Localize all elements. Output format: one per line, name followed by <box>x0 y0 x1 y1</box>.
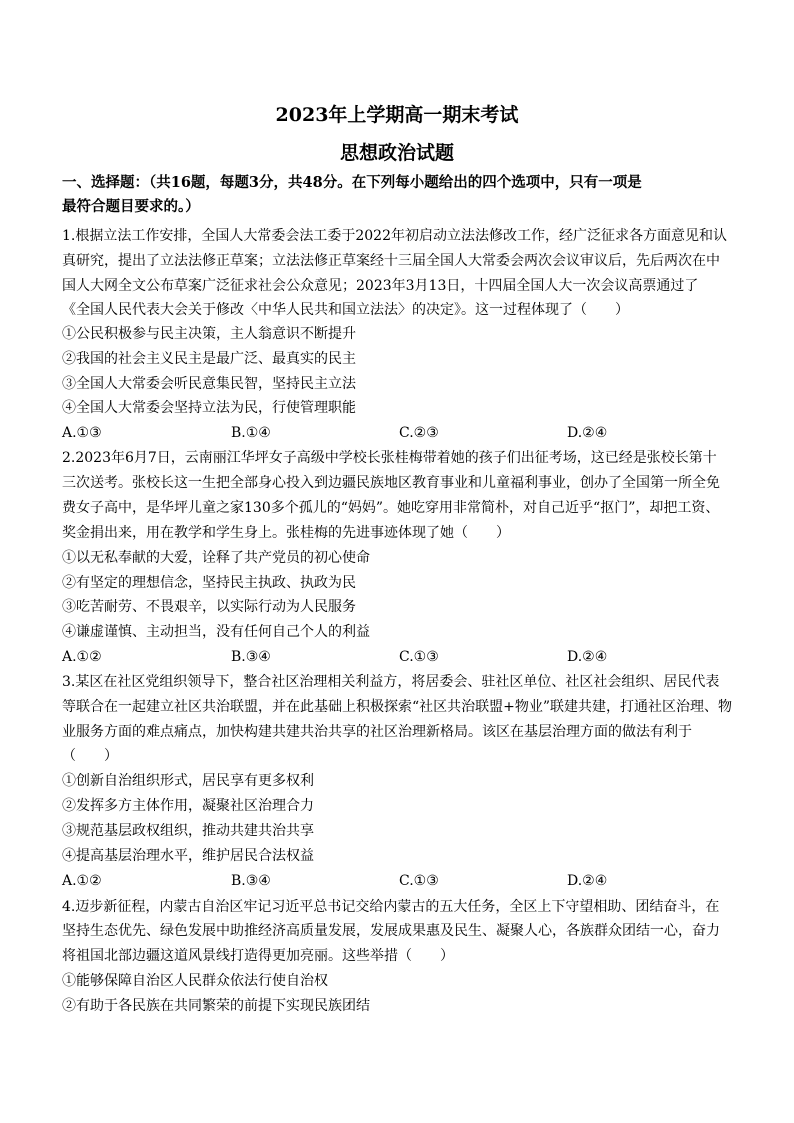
exam-subtitle: 思想政治试题 <box>339 142 454 164</box>
q2-stem-line: 奖金捐出来，用在教学和学生身上。张桂梅的先进事迹体现了她（ ） <box>62 525 510 541</box>
q3-stem-line: 业服务方面的难点痛点，加快构建共建共治共享的社区治理新格局。该区在基层治理方面的做法有利于 <box>62 724 692 740</box>
q2-stem-line: 费女子高中，是华坪儿童之家130多个孤儿的“妈妈”。她吃穿用非常简朴，对自己近乎“抠门”，却把工资、 <box>62 500 720 516</box>
q1-option-d: D.②④ <box>567 425 608 441</box>
q2-option-c: C.①③ <box>399 649 439 665</box>
q3-stem-line: 等联合在一起建立社区共治联盟，并在此基础上积极探索“社区共治联盟+物业”联建共建，打通社区治理、物 <box>62 699 733 715</box>
q1-stem-line: 1.根据立法工作安排，全国人大常委会法工委于2022年初启动立法法修改工作，经广泛征求各方面意见和认 <box>62 228 727 244</box>
q3-stem-line: 3.某区在社区党组织领导下，整合社区治理相关利益方，将居委会、驻社区单位、社区社会组织、居民代表 <box>62 674 720 690</box>
q1-statement: ②我国的社会主义民主是最广泛、最真实的民主 <box>62 351 356 367</box>
q4-statement: ②有助于各民族在共同繁荣的前提下实现民族团结 <box>62 998 370 1014</box>
q2-statement: ①以无私奉献的大爱，诠释了共产党员的初心使命 <box>62 550 370 566</box>
q4-stem-line: 将祖国北部边疆这道风景线打造得更加亮丽。这些举措（ ） <box>62 948 454 964</box>
q4-stem-line: 坚持生态优先、绿色发展中助推经济高质量发展，发展成果惠及民生、凝聚人心，各族群众团结一心，奋力 <box>62 923 720 939</box>
q2-statement: ③吃苦耐劳、不畏艰辛，以实际行动为人民服务 <box>62 599 356 615</box>
q2-statement: ④谦虚谨慎、主动担当，没有任何自己个人的利益 <box>62 624 370 640</box>
q4-statement: ①能够保障自治区人民群众依法行使自治权 <box>62 973 328 989</box>
q2-statement: ②有坚定的理想信念，坚持民主执政、执政为民 <box>62 575 356 591</box>
q1-option-b: B.①④ <box>231 425 271 441</box>
q1-stem-line: 《全国人民代表大会关于修改〈中华人民共和国立法法〉的决定》。这一过程体现了（ ） <box>62 302 629 318</box>
q2-option-d: D.②④ <box>567 649 608 665</box>
q3-option-d: D.②④ <box>567 873 608 889</box>
q1-statement: ④全国人大常委会坚持立法为民，行使管理职能 <box>62 400 356 416</box>
q1-statement: ①公民积极参与民主决策，主人翁意识不断提升 <box>62 326 356 342</box>
exam-title: 2023年上学期高一期末考试 <box>275 104 519 126</box>
q4-stem-line: 4.迈步新征程，内蒙古自治区牢记习近平总书记交给内蒙古的五大任务，全区上下守望相助、团结奋斗，在 <box>62 899 720 915</box>
q1-option-c: C.②③ <box>399 425 439 441</box>
section-instructions-cont: 最符合题目要求的。） <box>62 198 200 215</box>
q3-option-b: B.③④ <box>231 873 271 889</box>
q2-option-b: B.③④ <box>231 649 271 665</box>
q2-stem-line: 2.2023年6月7日，云南丽江华坪女子高级中学校长张桂梅带着她的孩子们出征考场，这已经是张校长第十 <box>62 450 717 466</box>
q3-option-a: A.①② <box>62 873 102 889</box>
q3-option-c: C.①③ <box>399 873 439 889</box>
section-instructions: 一、选择题：（共16题，每题3分，共48分。在下列每小题给出的四个选项中，只有一项是 <box>62 174 642 191</box>
q1-stem-line: 真研究，提出了立法法修正草案；立法法修正草案经十三届全国人大常委会两次会议审议后，先后两次在中 <box>62 253 720 269</box>
q3-statement: ④提高基层治理水平，维护居民合法权益 <box>62 848 314 864</box>
q1-statement: ③全国人大常委会听民意集民智，坚持民主立法 <box>62 376 356 392</box>
q3-stem-line: （ ） <box>62 748 118 764</box>
q1-option-a: A.①③ <box>62 425 102 441</box>
q3-statement: ①创新自治组织形式，居民享有更多权利 <box>62 773 314 789</box>
q2-stem-line: 三次送考。张校长这一生把全部身心投入到边疆民族地区教育事业和儿童福利事业，创办了全国第一所全免 <box>62 475 720 491</box>
q3-statement: ③规范基层政权组织，推动共建共治共享 <box>62 823 314 839</box>
q1-stem-line: 国人大网全文公布草案广泛征求社会公众意见；2023年3月13日，十四届全国人大一次会议高票通过了 <box>62 278 699 294</box>
q2-option-a: A.①② <box>62 649 102 665</box>
q3-statement: ②发挥多方主体作用，凝聚社区治理合力 <box>62 798 314 814</box>
